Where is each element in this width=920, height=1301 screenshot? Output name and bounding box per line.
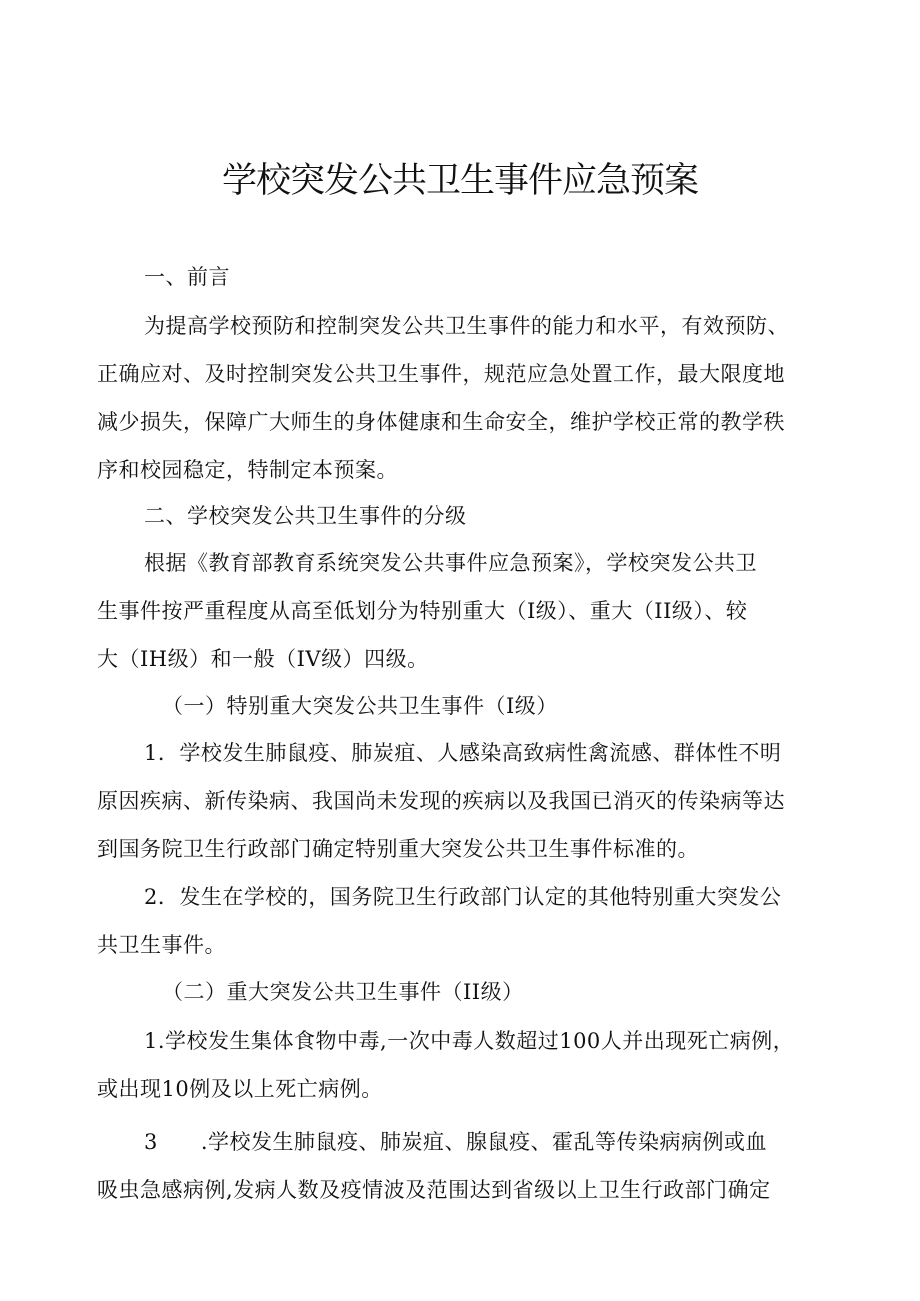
- section-heading-preface: 一、前言: [144, 265, 230, 289]
- paragraph-line: 正确应对、及时控制突发公共卫生事件，规范应急处置工作，最大限度地: [97, 362, 785, 386]
- level1-item-1: [97, 729, 827, 873]
- paragraph-line: 生事件按严重程度从高至低划分为特别重大（I级）、重大（II级）、较: [97, 599, 748, 623]
- paragraph-line: 吸虫急感病例,发病人数及疫情波及范围达到省级以上卫生行政部门确定: [97, 1178, 771, 1202]
- paragraph-line: 根据《教育部教育系统突发公共事件应急预案》，学校突发公共卫: [144, 551, 757, 575]
- paragraph-line: 1．学校发生肺鼠疫、肺炭疽、人感染高致病性禽流感、群体性不明: [144, 741, 782, 765]
- paragraph-line: 2．发生在学校的，国务院卫生行政部门认定的其他特别重大突发公: [144, 885, 782, 909]
- section-heading-classification: 二、学校突发公共卫生事件的分级: [144, 504, 467, 528]
- subsection-heading-level-2: （二）重大突发公共卫生事件（II级）: [162, 980, 524, 1004]
- paragraph-line: 到国务院卫生行政部门确定特别重大突发公共卫生事件标准的。: [97, 837, 699, 861]
- level2-item-1: [97, 1017, 827, 1113]
- paragraph-line: 或出现10例及以上死亡病例。: [97, 1077, 383, 1101]
- subsection-heading-level-1: （一）特别重大突发公共卫生事件（I级）: [162, 694, 558, 718]
- preface-paragraph: [97, 302, 827, 494]
- paragraph-line: 序和校园稳定，特制定本预案。: [97, 458, 398, 482]
- document-title: 学校突发公共卫生事件应急预案: [221, 161, 698, 201]
- paragraph-line: 减少损失，保障广大师生的身体健康和生命安全，维护学校正常的教学秩: [97, 410, 785, 434]
- paragraph-line: 1.学校发生集体食物中毒,一次中毒人数超过100人并出现死亡病例，: [144, 1029, 795, 1053]
- classification-paragraph: [97, 539, 827, 683]
- paragraph-line: 共卫生事件。: [97, 933, 226, 957]
- level1-item-2: [97, 873, 827, 969]
- level2-item-3: [97, 1118, 827, 1214]
- paragraph-line: 大（IH级）和一般（IV级）四级。: [97, 647, 429, 671]
- paragraph-line: 原因疾病、新传染病、我国尚未发现的疾病以及我国已消灭的传染病等达: [97, 789, 785, 813]
- paragraph-line: 为提高学校预防和控制突发公共卫生事件的能力和水平，有效预防、: [144, 314, 789, 338]
- paragraph-line: 3 .学校发生肺鼠疫、肺炭疽、腺鼠疫、霍乱等传染病病例或血: [144, 1130, 768, 1154]
